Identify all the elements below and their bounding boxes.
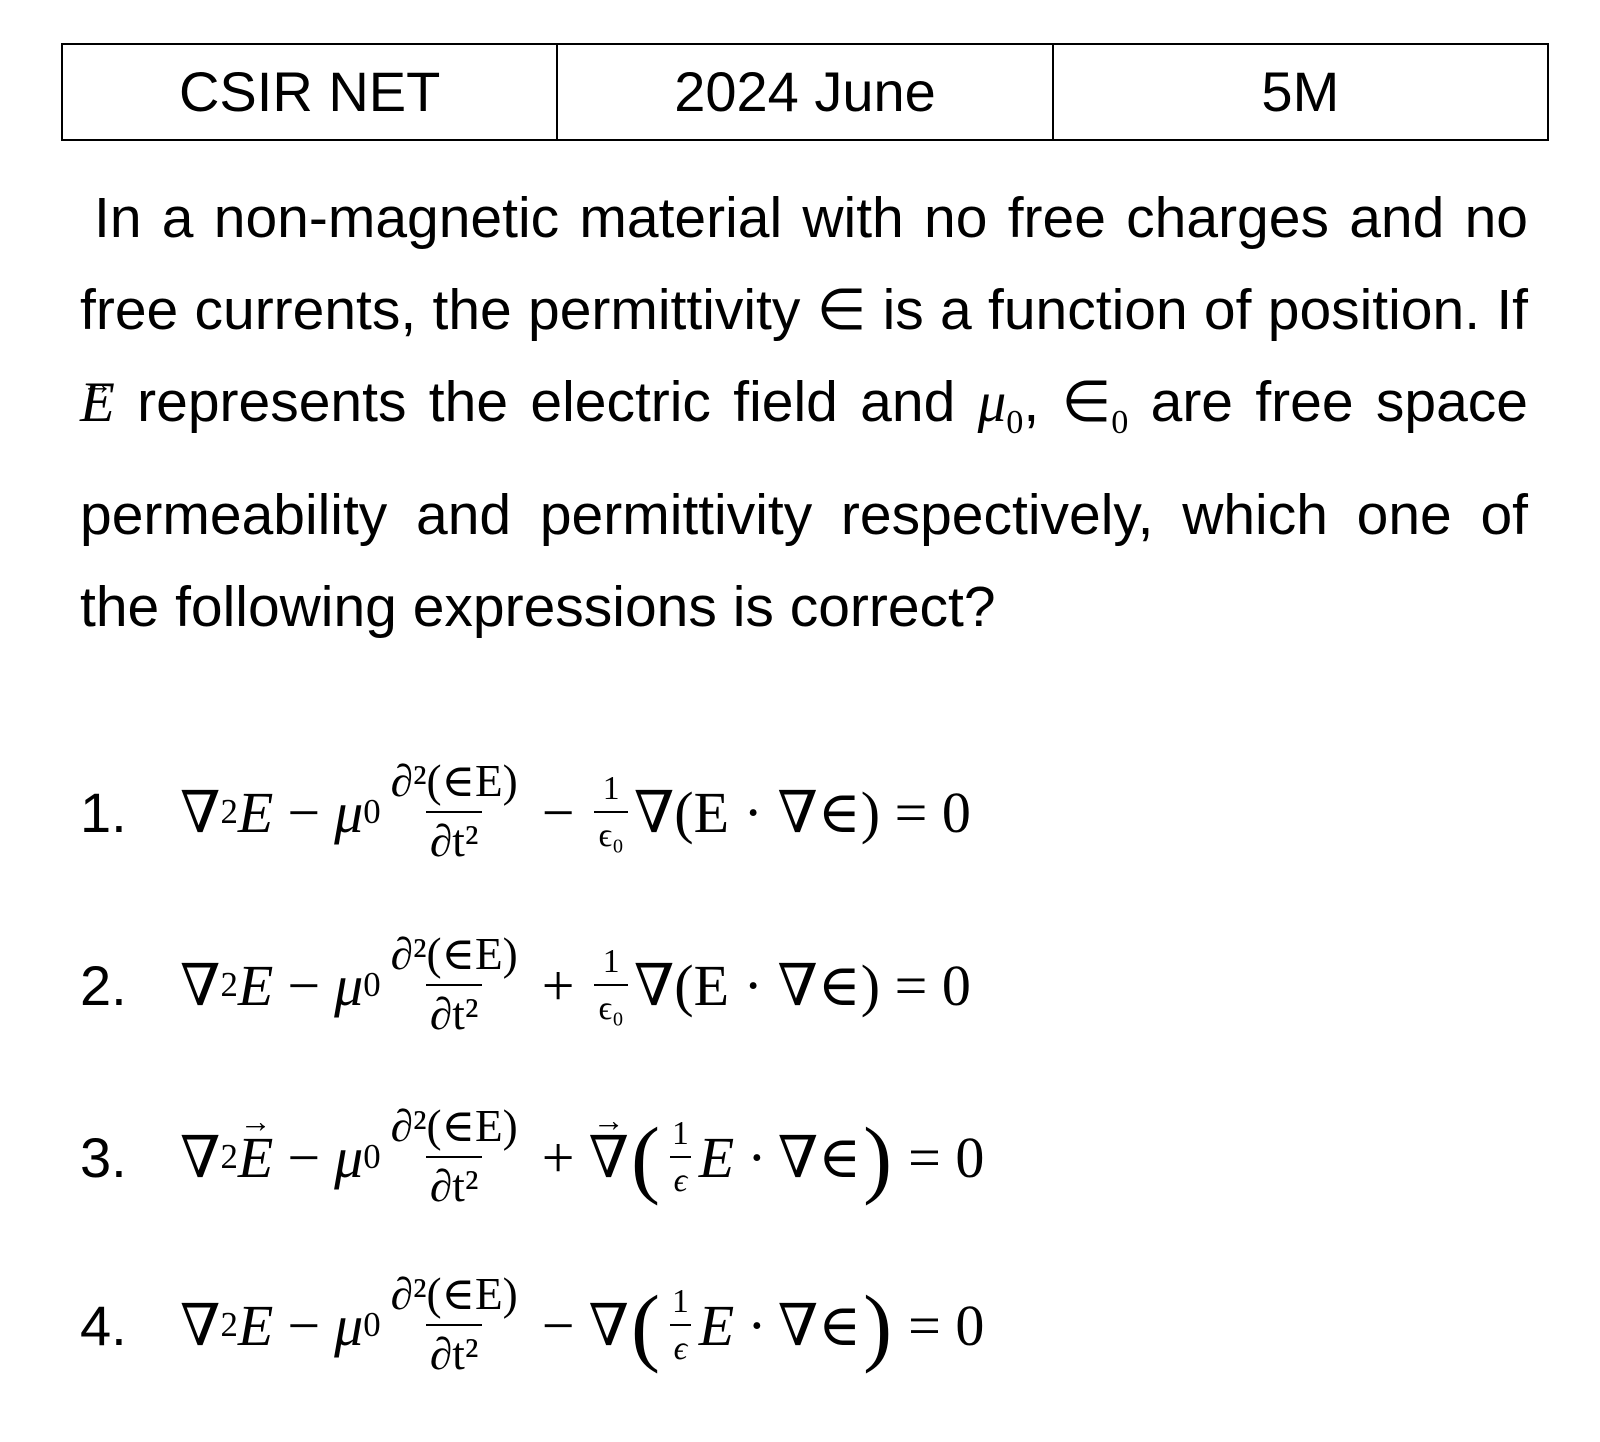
option-number: 1. [80,780,127,844]
comma: , [1023,370,1062,434]
time-derivative-fraction: $\frac{\text{∂²(∈E)}}{\text{∂t²}}$ [390,756,518,866]
coefficient-fraction: $\frac{1}{\epsilon}$ [668,1283,693,1367]
electric-field-symbol: → E [80,357,115,449]
option-2-equation: ∇ 2 E − μ 0 $\frac{\text{∂²(∈E)}}{\text{∂t²}}$ + $\frac{1}{\text{ϵ₀}}$ ∇(E · ∇∈) = 0 [180,929,971,1039]
option-3[interactable] [80,1082,984,1232]
header-table [61,43,1549,141]
coefficient-fraction: $\frac{1}{\text{ϵ₀}}$ [594,770,627,854]
eps-symbol: ∈ [1061,370,1112,434]
coefficient-fraction: $\frac{1}{\epsilon}$ [668,1115,693,1199]
question-text [80,172,1528,653]
eps-subscript: 0 [1111,403,1129,441]
session-cell: 2024 June [556,45,1051,139]
option-number: 3. [80,1125,127,1189]
option-number: 4. [80,1293,127,1357]
option-1-equation: ∇ 2 E − μ 0 $\frac{\text{∂²(∈E)}}{\text{∂t²}}$ − $\frac{1}{\text{ϵ₀}}$ ∇(E · ∇∈) = 0 [180,756,971,866]
question-part-2: represents the electric field and [114,370,978,434]
option-3-equation: ∇ 2 → E − μ 0 $\frac{\text{∂²(∈E)}}{\text{∂t²}}$ + → ∇ ( $\frac{1}{\epsilon}$ E · ∇∈ ) = 0 [180,1102,984,1212]
time-derivative-fraction: $\frac{\text{∂²(∈E)}}{\text{∂t²}}$ [390,929,518,1039]
mu-symbol: μ [977,371,1007,434]
marks-cell: 5M [1052,45,1547,139]
option-4[interactable] [80,1250,984,1400]
exam-cell: CSIR NET [178,60,441,123]
mu-subscript: 0 [1006,403,1024,441]
coefficient-fraction: $\frac{1}{\text{ϵ₀}}$ [594,943,627,1027]
option-1[interactable] [80,737,971,887]
option-4-equation: ∇ 2 E − μ 0 $\frac{\text{∂²(∈E)}}{\text{∂t²}}$ − ∇ ( $\frac{1}{\epsilon}$ E · ∇∈ ) = 0 [180,1269,985,1379]
question-part-1: In a non-magnetic material with no free charges and no free currents, the permittivity ∈ is a function of position. If [80,186,1528,342]
time-derivative-fraction: $\frac{\text{∂²(∈E)}}{\text{∂t²}}$ [390,1269,518,1379]
option-2[interactable] [80,910,971,1060]
option-number: 2. [80,953,127,1017]
time-derivative-fraction: $\frac{\text{∂²(∈E)}}{\text{∂t²}}$ [390,1101,518,1211]
question-part-3: are free space permeability and permittivity respectively, which one of the following expressions is correct? [80,370,1528,639]
